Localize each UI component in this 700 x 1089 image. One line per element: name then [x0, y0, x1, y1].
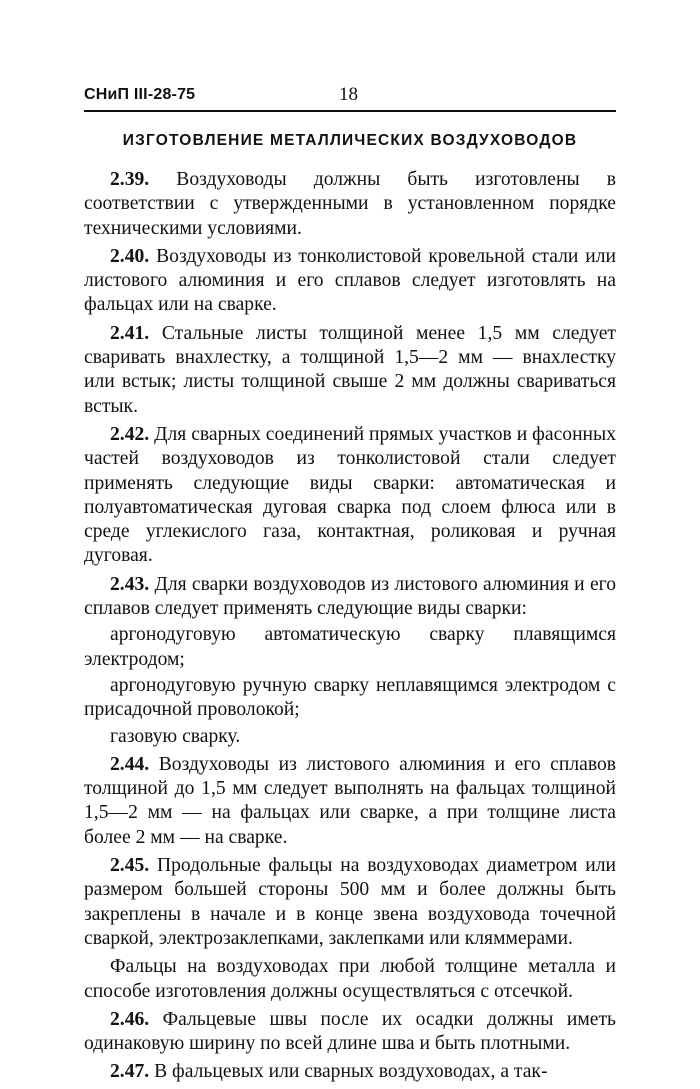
list-item-text: газовую сварку.	[110, 725, 241, 747]
list-item-text: аргонодуговую ручную сварку неплавящимся электродом с присадочной проволокой;	[84, 674, 616, 721]
paragraph-text: Фальцы на воздуховодах при любой толщине металла и способе изготовления должны осуществляться с отсечкой.	[84, 956, 616, 1002]
paragraph-2-47	[84, 1060, 616, 1084]
paragraph-2-41	[84, 322, 616, 419]
paragraph-2-39	[84, 168, 616, 241]
clause-number: 2.39.	[110, 169, 150, 190]
section-title: ИЗГОТОВЛЕНИЕ МЕТАЛЛИЧЕСКИХ ВОЗДУХОВОДОВ	[122, 132, 578, 149]
clause-number: 2.46.	[110, 1008, 150, 1030]
paragraph-text: Продольные фальцы на воздуховодах диаметром или размером большей стороны 500 мм и более должны быть закреплены в начале и в конце звена воздуховода точечной сваркой, электрозаклепками, заклепками или кляммерами.	[84, 855, 616, 949]
paragraph-text: Воздуховоды должны быть изготовлены в соответствии с утвержденными в установленном порядке техническими условиями.	[84, 169, 616, 239]
paragraph-text: Воздуховоды из тонколистовой кровельной стали или листового алюминия и его сплавов следует изготовлять на фальцах или на сварке.	[84, 245, 616, 316]
clause-number: 2.40.	[110, 245, 150, 267]
clause-number: 2.42.	[110, 423, 150, 445]
paragraph-text: Для сварных соединений прямых участков и фасонных частей воздуховодов из тонколистовой стали следует применять следующие виды сварки: автоматическая и полуавтоматическая дуговая сварка под слоем флюса или в среде углекислого газа, контактная, роликовая и ручная дуговая.	[84, 423, 616, 567]
clause-number: 2.44.	[110, 753, 150, 775]
document-code: СНиП III-28-75	[84, 86, 196, 103]
paragraph-2-46	[84, 1008, 616, 1057]
paragraph-text: Для сварки воздуховодов из листового алюминия и его сплавов следует применять следующие виды сварки:	[84, 573, 616, 620]
paragraph-2-44	[84, 753, 616, 850]
paragraph-2-40	[84, 245, 616, 318]
paragraph-2-45	[84, 854, 616, 951]
paragraph-2-45-cont	[84, 955, 616, 1004]
list-item-gas	[84, 725, 616, 749]
page-number: 18	[339, 84, 358, 105]
clause-number: 2.43.	[110, 573, 150, 595]
paragraph-2-43	[84, 573, 616, 622]
page-header	[84, 82, 616, 112]
list-item-argon-auto	[84, 623, 616, 672]
clause-number: 2.41.	[110, 322, 150, 344]
paragraph-text: В фальцевых или сварных воздуховодах, а так-	[149, 1061, 548, 1083]
list-item-text: аргонодуговую автоматическую сварку плавящимся электродом;	[84, 624, 616, 670]
list-item-argon-manual	[84, 674, 616, 723]
paragraph-text: Фальцевые швы после их осадки должны иметь одинаковую ширину по всей длине шва и быть плотными.	[84, 1008, 616, 1055]
body-text	[84, 168, 616, 1085]
paragraph-2-42	[84, 423, 616, 569]
clause-number: 2.47.	[110, 1061, 150, 1083]
clause-number: 2.45.	[110, 855, 150, 877]
paragraph-text: Стальные листы толщиной менее 1,5 мм следует сваривать внахлестку, а толщиной 1,5—2 мм — внахлестку или встык; листы толщиной свыше 2 мм должны свариваться встык.	[84, 322, 616, 417]
document-page	[84, 82, 616, 1089]
paragraph-text: Воздуховоды из листового алюминия и его сплавов толщиной до 1,5 мм следует выполнять на фальцах толщиной 1,5—2 мм — на фальцах или сварке, а при толщине листа более 2 мм — на сварке.	[84, 753, 616, 848]
